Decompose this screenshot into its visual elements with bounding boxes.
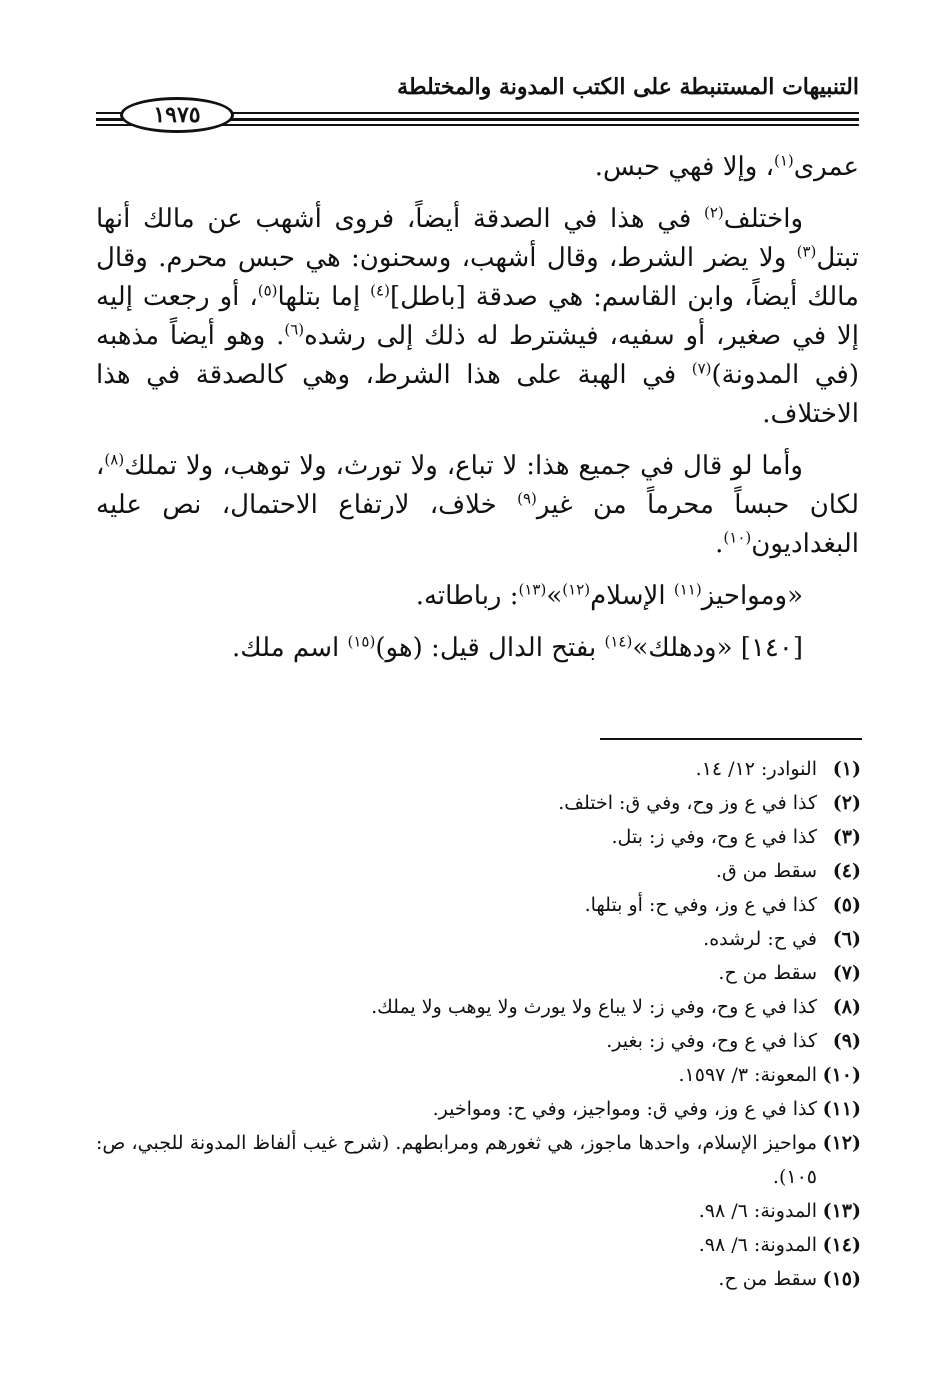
text-span: . وهو أيضاً مذهبه (في المدونة) xyxy=(96,321,859,390)
footnote-ref: (١٢) xyxy=(562,580,591,599)
footnote-ref: (٤) xyxy=(370,281,390,300)
footnote-text: كذا في ع وز، وفي ح: أو بتلها. xyxy=(584,894,817,916)
footnote-item xyxy=(96,752,861,786)
text-span: » xyxy=(546,581,563,611)
text-span: الإسلام xyxy=(590,581,674,611)
footnote-text: المدونة: ٦/ ٩٨. xyxy=(698,1234,817,1256)
footnote-ref: (٥) xyxy=(257,281,278,300)
footnote-text: كذا في ع وح، وفي ز: بغير. xyxy=(606,1030,817,1052)
footnote-number: (٨) xyxy=(832,996,861,1018)
footnote-ref: (١٤) xyxy=(604,632,633,651)
footnote-item xyxy=(96,1262,861,1296)
footnote-number: (١١) xyxy=(822,1098,861,1120)
text-span: عمرى xyxy=(793,152,859,182)
footnote-text: سقط من ح. xyxy=(718,962,817,984)
footnote-text: سقط من ق. xyxy=(715,860,817,882)
text-span: ولا يضر الشرط، وقال أشهب، وسحنون: هي حبس محرم. وقال مالك أيضاً، وابن القاسم: هي صدقة [باطل] xyxy=(96,243,859,312)
footnote-text: المعونة: ٣/ ١٥٩٧. xyxy=(678,1064,817,1086)
text-span: وأما لو قال في جميع هذا: لا تباع، ولا تورث، ولا توهب، ولا تملك xyxy=(124,451,803,481)
text-span: في هذا في الصدقة أيضاً، فروى أشهب عن مالك أنها تبتل xyxy=(96,204,859,273)
text-span: اسم ملك. xyxy=(231,633,348,663)
footnote-ref: (٨) xyxy=(104,450,125,469)
footnote-text: كذا في ع وز وح، وفي ق: اختلف. xyxy=(558,792,817,814)
text-span: واختلف xyxy=(723,204,803,234)
footnote-item xyxy=(96,956,861,990)
footnote-number: (١٠) xyxy=(822,1064,861,1086)
text-span: [١٤٠] «ودهلك» xyxy=(632,633,803,663)
footnote-item xyxy=(96,1058,861,1092)
footnote-number: (١) xyxy=(832,758,861,780)
footnote-text: المدونة: ٦/ ٩٨. xyxy=(698,1200,817,1222)
running-title: التنبيهات المستنبطة على الكتب المدونة والمختلطة xyxy=(397,74,859,100)
footnote-number: (٤) xyxy=(832,860,861,882)
footnote-ref: (١١) xyxy=(673,580,702,599)
footnote-item xyxy=(96,922,861,956)
text-span: : رباطاته. xyxy=(415,581,519,611)
footnote-text: كذا في ع وز، وفي ق: ومواجيز، وفي ح: ومواخير. xyxy=(432,1098,817,1120)
text-span: في الهبة على هذا الشرط، وهي كالصدقة في هذا الاختلاف. xyxy=(96,360,859,429)
footnote-text: مواحيز الإسلام، واحدها ماجوز، هي ثغورهم ومرابطهم. (شرح غيب ألفاظ المدونة للجبي، ص: ١٠٥). xyxy=(96,1132,817,1188)
text-span: . xyxy=(715,529,724,559)
footnote-ref: (٣) xyxy=(796,242,817,261)
footnote-number: (٦) xyxy=(832,928,861,950)
footnote-item xyxy=(96,1194,861,1228)
footnote-text: في ح: لرشده. xyxy=(703,928,817,950)
footnote-number: (٥) xyxy=(832,894,861,916)
footnote-number: (٣) xyxy=(832,826,861,848)
footnotes-list xyxy=(96,752,861,1296)
footnote-text: النوادر: ١٢/ ١٤. xyxy=(695,758,817,780)
footnote-separator xyxy=(600,738,862,740)
main-text xyxy=(96,148,859,681)
text-span: بفتح الدال قيل: (هو) xyxy=(375,633,605,663)
footnote-text: كذا في ع وح، وفي ز: بتل. xyxy=(611,826,817,848)
paragraph-4 xyxy=(96,577,859,616)
paragraph-3 xyxy=(96,447,859,564)
footnote-item xyxy=(96,990,861,1024)
footnote-item xyxy=(96,888,861,922)
footnote-item xyxy=(96,786,861,820)
footnote-ref: (٢) xyxy=(704,203,724,222)
footnote-item xyxy=(96,1126,861,1194)
footnote-ref: (٩) xyxy=(517,489,537,508)
paragraph-5 xyxy=(96,629,859,668)
footnote-text: كذا في ع وح، وفي ز: لا يباع ولا يورث ولا يوهب ولا يملك. xyxy=(371,996,817,1018)
footnote-number: (١٣) xyxy=(822,1200,861,1222)
paragraph-2 xyxy=(96,200,859,434)
footnote-number: (١٥) xyxy=(822,1268,861,1290)
footnote-ref: (١٣) xyxy=(518,580,547,599)
page-number: ١٩٧٥ xyxy=(120,97,234,133)
footnote-ref: (١٥) xyxy=(347,632,376,651)
text-span: «ومواحيز xyxy=(701,581,803,611)
footnote-text: سقط من ح. xyxy=(718,1268,817,1290)
footnote-item xyxy=(96,1024,861,1058)
footnote-item xyxy=(96,820,861,854)
text-span: ، أو رجعت إليه إلا في صغير، أو سفيه، فيشترط له ذلك إلى رشده xyxy=(96,282,859,351)
footnote-number: (٢) xyxy=(832,792,861,814)
footnote-ref: (١) xyxy=(773,151,794,170)
footnote-number: (٧) xyxy=(832,962,861,984)
footnote-number: (٩) xyxy=(832,1030,861,1052)
footnote-number: (١٤) xyxy=(822,1234,861,1256)
text-span: ، وإلا فهي حبس. xyxy=(594,152,774,182)
footnote-ref: (٧) xyxy=(691,359,712,378)
footnote-ref: (١٠) xyxy=(723,528,752,547)
footnote-item xyxy=(96,1092,861,1126)
footnote-ref: (٦) xyxy=(284,320,305,339)
footnote-item xyxy=(96,1228,861,1262)
text-span: إما بتلها xyxy=(277,282,371,312)
text-span: خلاف، لارتفاع الاحتمال، نص عليه البغداديون xyxy=(96,490,859,559)
paragraph-1 xyxy=(96,148,859,187)
text-span: ، لكان حبساً محرماً من غير xyxy=(96,451,859,520)
footnote-item xyxy=(96,854,861,888)
footnote-number: (١٢) xyxy=(822,1132,861,1154)
